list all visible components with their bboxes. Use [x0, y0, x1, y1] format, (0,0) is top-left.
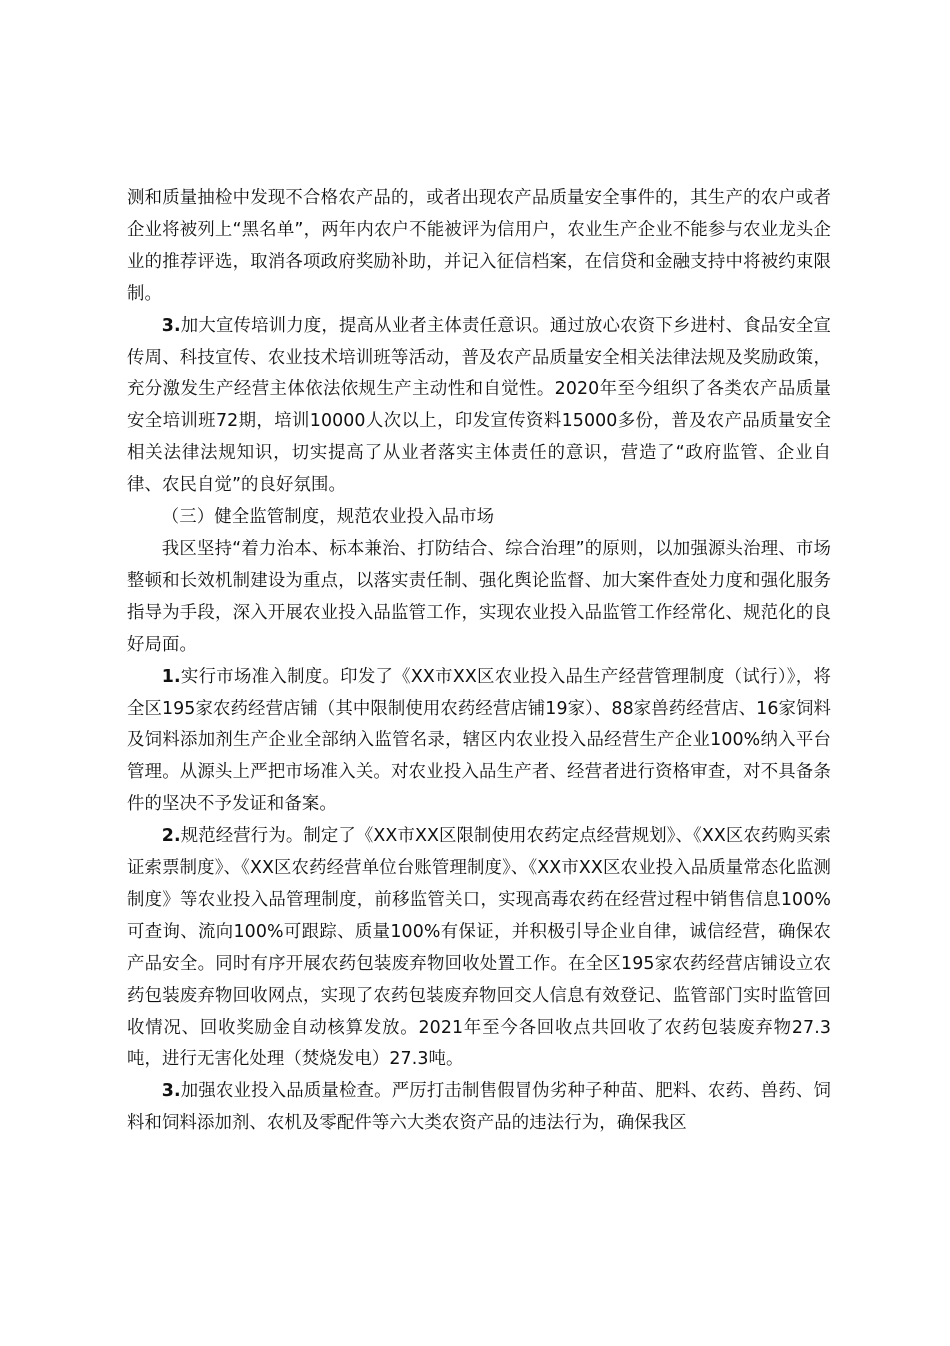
paragraph-publicity-training: [127, 311, 831, 502]
paragraph-blacklist-continuation: [127, 183, 831, 311]
paragraph-text: 规范经营行为。制定了《XX市XX区限制使用农药定点经营规划》、《XX区农药购买索证索票制度》、《XX区农药经营单位台账管理制度》、《XX市XX区农业投入品质量常态化监测制度》等农业投入品管理制度，前移监管关口，实现高毒农药在经营过程中销售信息100%可查询、流向100%可跟踪、质量100%有保证，并积极引导企业自律，诚信经营，确保农产品安全。同时有序开展农药包装废弃物回收处置工作。在全区195家农药经营店铺设立农药包装废弃物回收网点，实现了农药包装废弃物回交人信息有效登记、监管部门实时监管回收情况、回收奖励金自动核算发放。2021年至今各回收点共回收了农药包装废弃物27.3吨，进行无害化处理（焚烧发电）27.3吨。: [127, 826, 831, 1070]
item-number: 1.: [161, 666, 181, 687]
paragraph-text: 加大宣传培训力度，提高从业者主体责任意识。通过放心农资下乡进村、食品安全宣传周、科技宣传、农业技术培训班等活动，普及农产品质量安全相关法律法规及奖励政策，充分激发生产经营主体依法依规生产主动性和自觉性。2020年至今组织了各类农产品质量安全培训班72期，培训10000人次以上，印发宣传资料15000多份，普及农产品质量安全相关法律法规知识，切实提高了从业者落实主体责任的意识，营造了“政府监管、企业自律、农民自觉”的良好氛围。: [127, 315, 831, 496]
paragraph-text: 我区坚持“着力治本、标本兼治、打防结合、综合治理”的原则，以加强源头治理、市场整顿和长效机制建设为重点，以落实责任制、强化舆论监督、加大案件查处力度和强化服务指导为手段，深入开展农业投入品监管工作，实现农业投入品监管工作经常化、规范化的良好局面。: [127, 538, 831, 655]
item-number: 2.: [161, 826, 181, 847]
paragraph-quality-inspection: [127, 1076, 831, 1140]
document-body: [127, 183, 831, 1140]
section-heading-text: （三）健全监管制度，规范农业投入品市场: [161, 507, 495, 528]
paragraph-supervision-intro: [127, 534, 831, 662]
section-heading-3: [127, 502, 831, 534]
paragraph-business-conduct: [127, 821, 831, 1076]
paragraph-text: 实行市场准入制度。印发了《XX市XX区农业投入品生产经营管理制度（试行）》，将全区195家农药经营店铺（其中限制使用农药经营店铺19家）、88家兽药经营店、16家饲料及饲料添加剂生产企业全部纳入监管名录，辖区内农业投入品经营生产企业100%纳入平台管理。从源头上严把市场准入关。对农业投入品生产者、经营者进行资格审查，对不具备条件的坚决不予发证和备案。: [127, 666, 831, 815]
item-number: 3.: [161, 1081, 181, 1102]
paragraph-text: 加强农业投入品质量检查。严厉打击制售假冒伪劣种子种苗、肥料、农药、兽药、饲料和饲料添加剂、农机及零配件等六大类农资产品的违法行为，确保我区: [127, 1081, 831, 1134]
item-number: 3.: [161, 315, 181, 336]
paragraph-text: 测和质量抽检中发现不合格农产品的，或者出现农产品质量安全事件的，其生产的农户或者企业将被列上“黑名单”，两年内农户不能被评为信用户，农业生产企业不能参与农业龙头企业的推荐评选，取消各项政府奖励补助，并记入征信档案，在信贷和金融支持中将被约束限制。: [127, 188, 831, 304]
paragraph-market-access: [127, 662, 831, 822]
